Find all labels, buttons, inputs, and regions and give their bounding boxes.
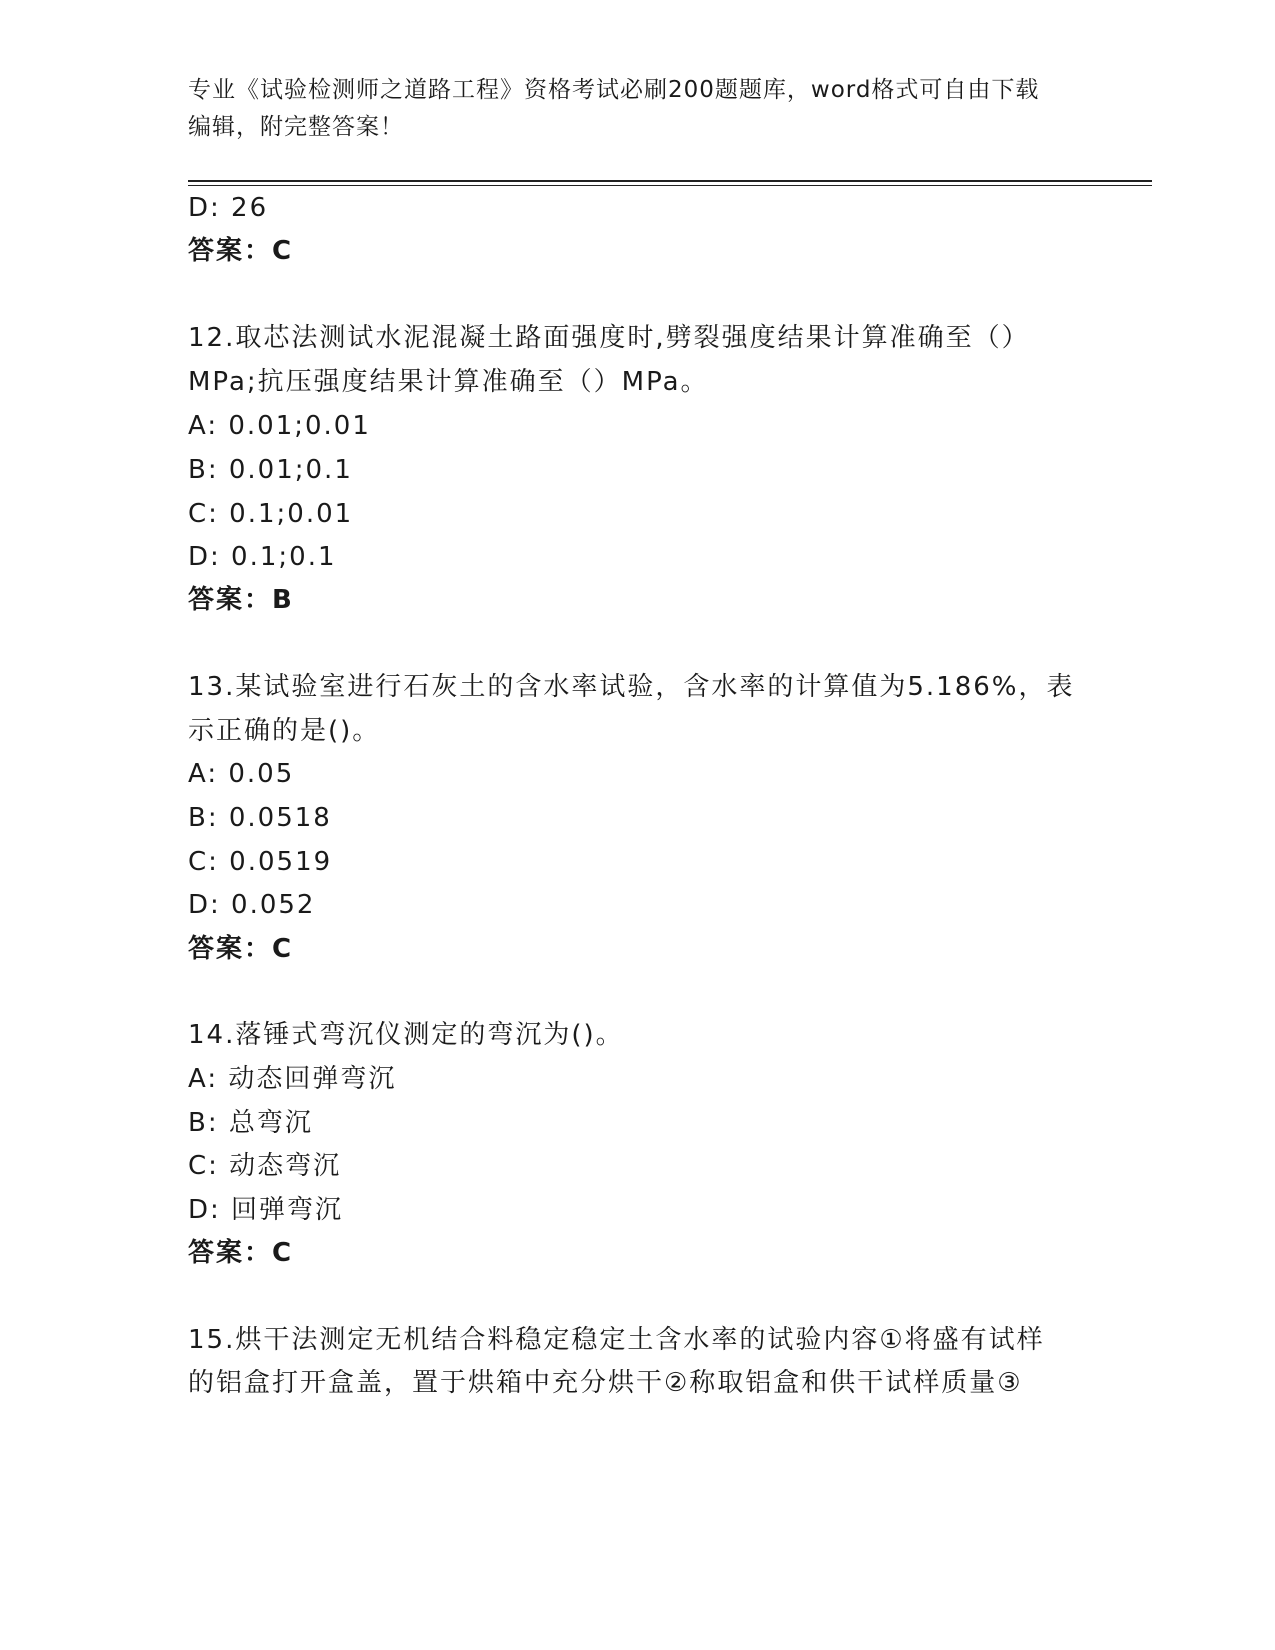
q13-option-b: B: 0.0518 bbox=[188, 803, 332, 833]
q13-option-d: D: 0.052 bbox=[188, 890, 316, 920]
header-line-2: 编辑，附完整答案！ bbox=[188, 114, 404, 140]
header-divider-thick bbox=[188, 180, 1152, 182]
q14-option-b: B: 总弯沉 bbox=[188, 1108, 313, 1138]
q13-option-a: A: 0.05 bbox=[188, 759, 295, 789]
q11-answer: 答案：C bbox=[188, 236, 294, 266]
q12-option-b: B: 0.01;0.1 bbox=[188, 455, 353, 485]
q14-option-a: A: 动态回弹弯沉 bbox=[188, 1064, 397, 1094]
q15-text-line-2: 的铝盒打开盒盖，置于烘箱中充分烘干②称取铝盒和供干试样质量③ bbox=[188, 1368, 1023, 1398]
q13-option-c: C: 0.0519 bbox=[188, 847, 333, 877]
q13-text-line-1: 13.某试验室进行石灰土的含水率试验，含水率的计算值为5.186%，表 bbox=[188, 672, 1075, 702]
q12-text-line-2: MPa;抗压强度结果计算准确至（）MPa。 bbox=[188, 367, 709, 397]
q12-text-line-1: 12.取芯法测试水泥混凝土路面强度时,劈裂强度结果计算准确至（） bbox=[188, 323, 1030, 353]
q13-text-line-2: 示正确的是()。 bbox=[188, 716, 381, 746]
q13-answer: 答案：C bbox=[188, 934, 294, 964]
q12-option-c: C: 0.1;0.01 bbox=[188, 499, 354, 529]
q11-option-d: D: 26 bbox=[188, 193, 269, 223]
q15-text-line-1: 15.烘干法测定无机结合料稳定稳定土含水率的试验内容①将盛有试样 bbox=[188, 1325, 1045, 1355]
q12-option-a: A: 0.01;0.01 bbox=[188, 411, 371, 441]
q14-option-d: D: 回弹弯沉 bbox=[188, 1195, 344, 1225]
header-divider-thin bbox=[188, 185, 1152, 186]
q12-answer: 答案：B bbox=[188, 585, 294, 615]
page-header bbox=[188, 72, 1088, 146]
q12-option-d: D: 0.1;0.1 bbox=[188, 542, 337, 572]
q14-answer: 答案：C bbox=[188, 1238, 294, 1268]
q14-text-line-1: 14.落锤式弯沉仪测定的弯沉为()。 bbox=[188, 1020, 624, 1050]
header-line-1: 专业《试验检测师之道路工程》资格考试必刷200题题库，word格式可自由下载 bbox=[188, 77, 1040, 103]
q14-option-c: C: 动态弯沉 bbox=[188, 1151, 342, 1181]
